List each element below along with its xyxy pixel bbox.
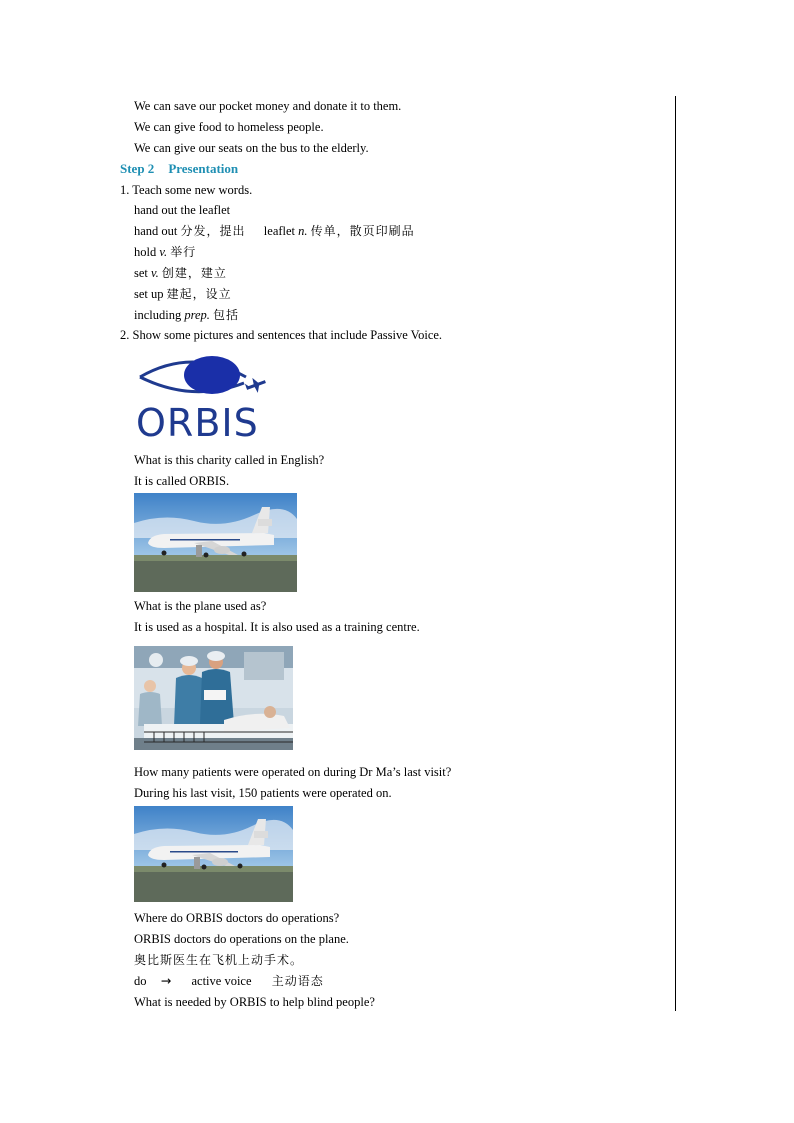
word-2-en: hand out	[134, 224, 178, 238]
word-4-en: set	[134, 266, 148, 280]
orbis-logo-wordmark: ORBIS	[136, 401, 259, 442]
plane-photo-1	[134, 493, 297, 592]
item-1-heading: 1. Teach some new words.	[120, 183, 253, 197]
word-5	[134, 286, 232, 302]
answer-3: During his last visit, 150 patients were operated on.	[134, 786, 392, 800]
word-6-cn: 包括	[213, 308, 240, 322]
word-3-en: hold	[134, 245, 157, 259]
word-6-pos: prep.	[184, 308, 210, 322]
word-3	[134, 244, 196, 260]
question-2: What is the plane used as?	[134, 599, 267, 613]
answer-4: ORBIS doctors do operations on the plane.	[134, 932, 349, 946]
voice-line	[134, 973, 324, 989]
voice-english: active voice	[191, 974, 252, 988]
word-6	[134, 307, 239, 323]
intro-line-2: We can give food to homeless people.	[134, 120, 324, 134]
voice-verb: do	[134, 974, 147, 988]
intro-line-1: We can save our pocket money and donate it to them.	[134, 99, 402, 113]
orbis-logo-image	[134, 353, 296, 442]
word-2b-pos: n.	[298, 224, 308, 238]
intro-line-3: We can give our seats on the bus to the elderly.	[134, 141, 369, 155]
word-2b-cn: 传单，散页印刷品	[310, 224, 415, 238]
step-title: Presentation	[168, 161, 239, 176]
word-2b-en: leaflet	[263, 224, 296, 238]
word-4	[134, 265, 227, 281]
operating-room-photo	[134, 646, 293, 750]
step-label: Step 2	[120, 161, 155, 176]
word-3-pos: v.	[159, 245, 168, 259]
word-4-pos: v.	[151, 266, 159, 280]
question-1: What is this charity called in English?	[134, 453, 325, 467]
word-6-en: including	[134, 308, 182, 322]
word-1: hand out the leaflet	[134, 203, 231, 217]
answer-1: It is called ORBIS.	[134, 474, 230, 488]
step-heading	[120, 161, 238, 177]
word-3-cn: 举行	[170, 245, 197, 259]
arrow-icon: →	[160, 973, 172, 988]
word-5-cn: 建起，设立	[166, 287, 232, 301]
question-4: Where do ORBIS doctors do operations?	[134, 911, 340, 925]
question-3: How many patients were operated on during Dr Ma’s last visit?	[134, 765, 452, 779]
question-5: What is needed by ORBIS to help blind people?	[134, 995, 375, 1009]
table-border-line	[675, 96, 676, 1011]
voice-chinese: 主动语态	[271, 974, 324, 988]
item-2-heading: 2. Show some pictures and sentences that include Passive Voice.	[120, 328, 443, 342]
word-2	[134, 223, 415, 239]
word-5-en: set up	[134, 287, 164, 301]
word-2-cn: 分发，提出	[180, 224, 246, 238]
answer-2: It is used as a hospital. It is also used as a training centre.	[134, 620, 420, 634]
word-4-cn: 创建，建立	[161, 266, 227, 280]
orbis-logo-graphic	[134, 353, 296, 442]
answer-4-chinese: 奥比斯医生在飞机上动手术。	[134, 953, 304, 967]
plane-photo-2	[134, 806, 293, 902]
